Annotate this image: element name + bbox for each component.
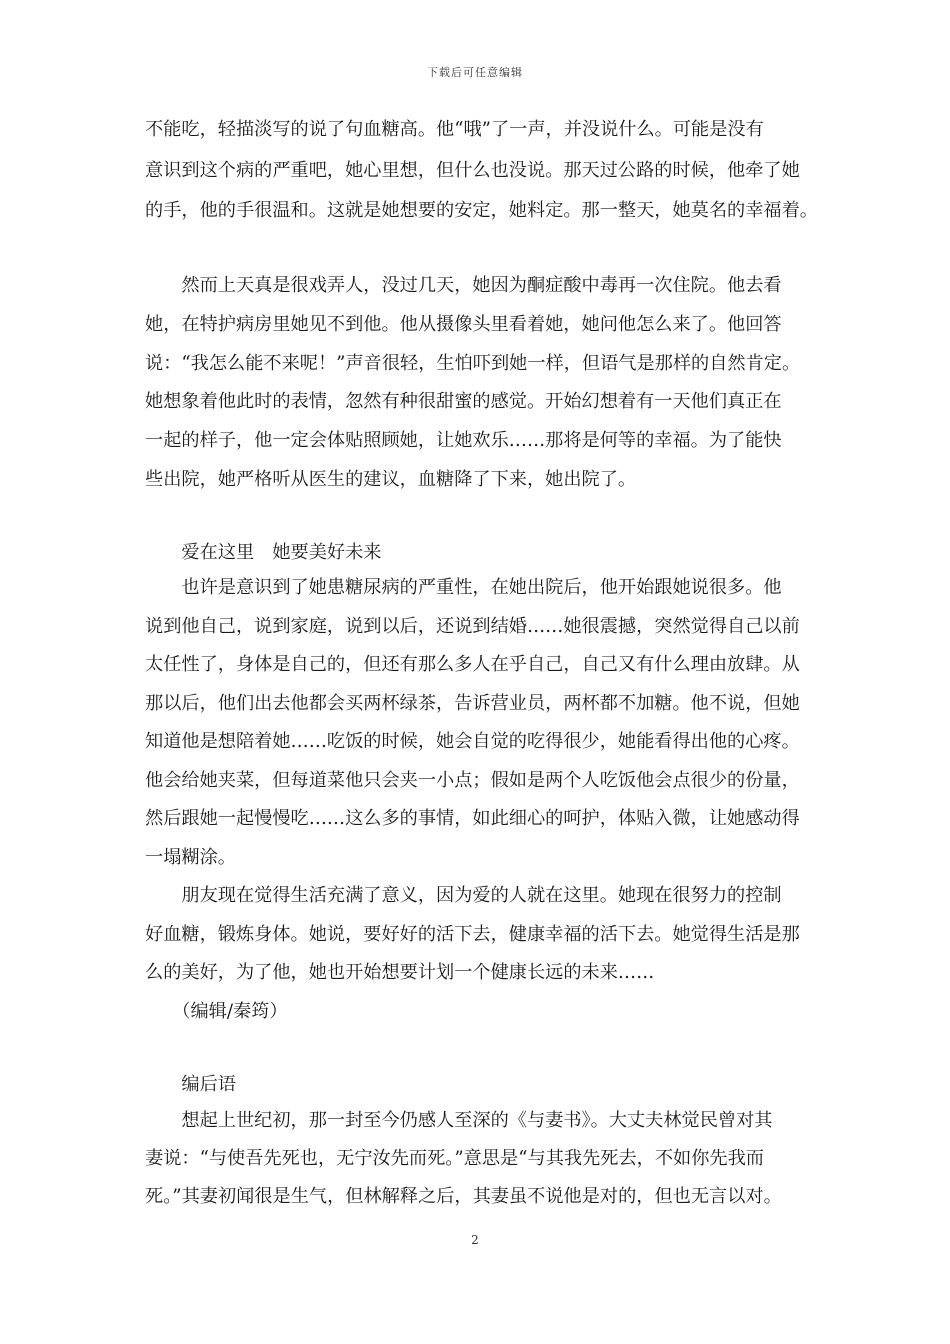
text-line: 说：“我怎么能不来呢！”声音很轻，生怕吓到她一样，但语气是那样的自然肯定。 <box>145 353 801 374</box>
text-line: 她，在特护病房里她见不到他。他从摄像头里看着她，她问他怎么来了。他回答 <box>145 314 782 335</box>
section-heading: 编后语 <box>145 1074 236 1095</box>
text-line: 她想象着他此时的表情，忽然有种很甜蜜的感觉。开始幻想着有一天他们真正在 <box>145 391 782 412</box>
text-line: 然后跟她一起慢慢吃……这么多的事情，如此细心的呵护，体贴入微，让她感动得 <box>145 808 800 829</box>
text-line: 意识到这个病的严重吧，她心里想，但什么也没说。那天过公路的时候，他牵了她 <box>145 160 800 181</box>
text-line: 妻说：“与使吾先死也，无宁汝先而死。”意思是“与其我先死去，不如你先我而 <box>145 1148 764 1169</box>
text-line: 太任性了，身体是自己的，但还有那么多人在乎自己，自己又有什么理由放肆。从 <box>145 654 800 675</box>
text-line: 些出院，她严格听从医生的建议，血糖降了下来，她出院了。 <box>145 469 637 490</box>
section-heading: 爱在这里 她要美好未来 <box>145 542 382 563</box>
text-line: 那以后，他们出去他都会买两杯绿茶，告诉营业员，两杯都不加糖。他不说，但她 <box>145 693 800 714</box>
text-line: 也许是意识到了她患糖尿病的严重性，在她出院后，他开始跟她说很多。他 <box>145 577 782 598</box>
text-line: 然而上天真是很戏弄人，没过几天，她因为酮症酸中毒再一次住院。他去看 <box>145 275 782 296</box>
page-header: 下载后可任意编辑 <box>427 66 523 79</box>
text-line: 么的美好，为了他，她也开始想要计划一个健康长远的未来…… <box>145 962 655 983</box>
text-line: 他会给她夹菜，但每道菜他只会夹一小点；假如是两个人吃饭他会点很少的份量， <box>145 770 800 791</box>
text-line: 说到他自己，说到家庭，说到以后，还说到结婚……她很震撼，突然觉得自己以前 <box>145 616 800 637</box>
text-line: 死。”其妻初闻很是生气，但林解释之后，其妻虽不说他是对的，但也无言以对。 <box>145 1186 782 1207</box>
page-number: 2 <box>471 1233 479 1247</box>
text-line: 一起的样子，他一定会体贴照顾她，让她欢乐……那将是何等的幸福。为了能快 <box>145 430 782 451</box>
text-line: 知道他是想陪着她……吃饭的时候，她会自觉的吃得很少，她能看得出他的心疼。 <box>145 731 800 752</box>
text-line: 一塌糊涂。 <box>145 847 236 868</box>
text-line: 的手，他的手很温和。这就是她想要的安定，她料定。那一整天，她莫名的幸福着。 <box>145 200 818 221</box>
text-line: 朋友现在觉得生活充满了意义，因为爱的人就在这里。她现在很努力的控制 <box>145 885 782 906</box>
text-line: 想起上世纪初，那一封至今仍感人至深的《与妻书》。大丈夫林觉民曾对其 <box>145 1110 773 1131</box>
text-line: 好血糖，锻炼身体。她说，要好好的活下去，健康幸福的活下去。她觉得生活是那 <box>145 924 800 945</box>
text-line: 不能吃，轻描淡写的说了句血糖高。他“哦”了一声，并没说什么。可能是没有 <box>145 119 764 140</box>
editor-credit: （编辑/秦筠） <box>145 1001 288 1022</box>
